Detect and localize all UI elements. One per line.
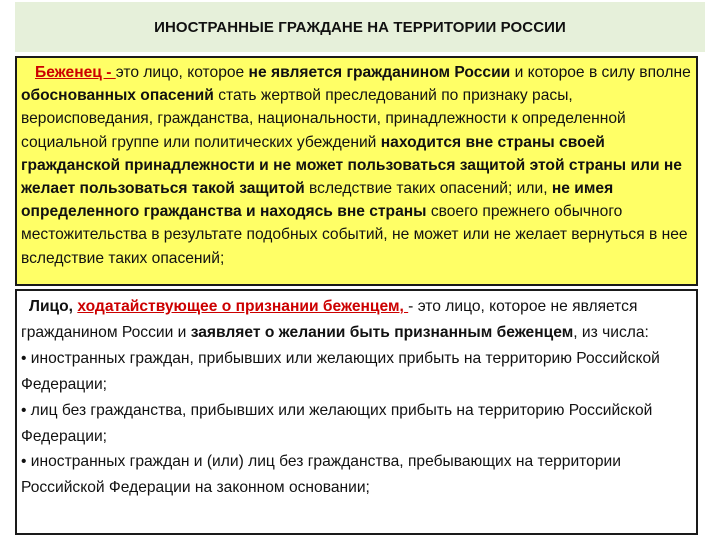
list-item: • лиц без гражданства, прибывших или желающих прибыть на территорию Российской Федерации; bbox=[21, 401, 653, 445]
list-item: • иностранных граждан, прибывших или желающих прибыть на территорию Российской Федерации; bbox=[21, 349, 660, 393]
refugee-text-2: и которое в силу вполне bbox=[510, 64, 691, 81]
refugee-text-4: вследствие таких опасений; или, bbox=[304, 180, 552, 198]
refugee-bold-3: находится вне страны своей гражданской принадлежности и не может пользоваться защитой этой страны или не желает пользоваться такой защитой bbox=[21, 133, 682, 198]
refugee-bold-4: не имея определенного гражданства и находясь вне страны bbox=[21, 180, 614, 221]
applicant-bold-1: заявляет о желании быть признанным беженцем bbox=[190, 323, 574, 341]
refugee-text-1: это лицо, которое bbox=[115, 64, 249, 81]
applicant-text-2: , из числа: bbox=[573, 323, 649, 341]
refugee-bold-1: не является гражданином России bbox=[248, 64, 511, 81]
title-band bbox=[15, 2, 705, 52]
refugee-term: Беженец - bbox=[35, 64, 116, 81]
applicant-text-1: - это лицо, которое не является гражданином России и bbox=[21, 298, 638, 341]
refugee-text-5: своего прежнего обычного местожительства в результате подобных событий, не может или не желает вернуться в нее вследствие таких опасений; bbox=[21, 203, 688, 267]
applicant-term: ходатайствующее о признании беженцем, bbox=[77, 298, 409, 315]
refugee-text-3: стать жертвой преследований по признаку расы, вероисповедания, гражданства, национальности, принадлежности к определенной социальной группе или политических убеждений bbox=[21, 87, 626, 151]
applicant-definition-box bbox=[15, 289, 698, 535]
list-item: • иностранных граждан и (или) лиц без гражданства, пребывающих на территории Российской Федерации на законном основании; bbox=[21, 453, 621, 497]
slide-title: ИНОСТРАННЫЕ ГРАЖДАНЕ НА ТЕРРИТОРИИ РОССИИ bbox=[154, 18, 566, 36]
applicant-intro bbox=[21, 294, 692, 346]
refugee-bold-2: обоснованных опасений bbox=[21, 87, 214, 105]
refugee-definition-box bbox=[15, 56, 698, 286]
applicant-lead: Лицо, bbox=[29, 298, 78, 315]
